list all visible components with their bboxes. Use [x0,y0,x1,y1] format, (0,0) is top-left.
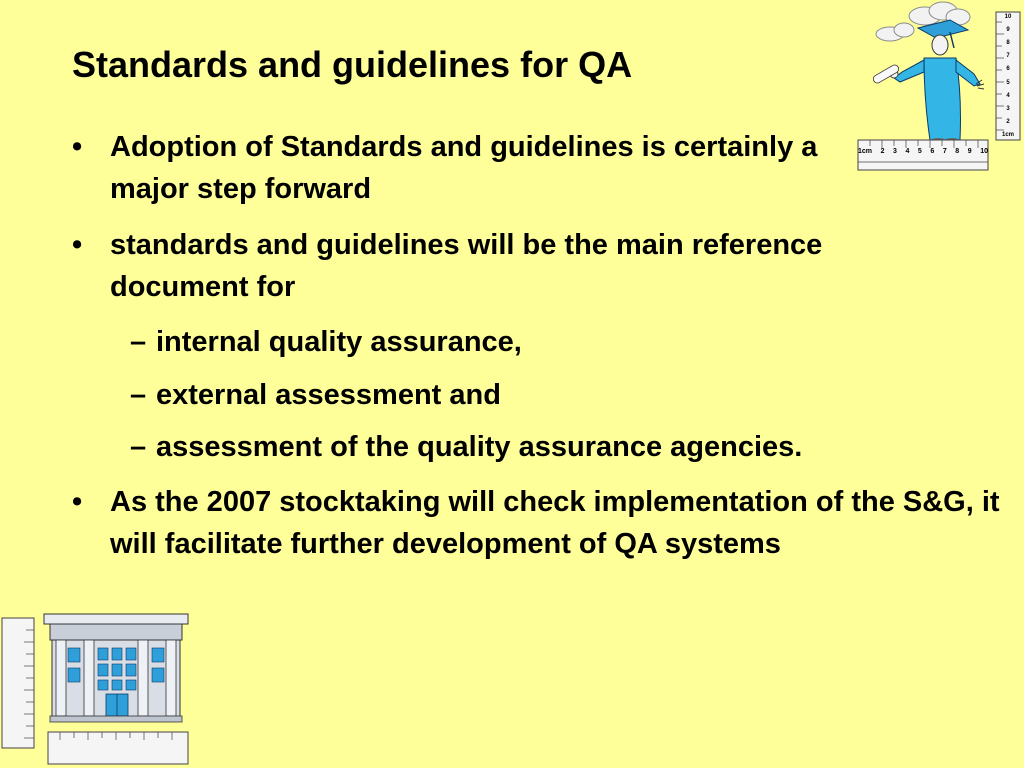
ruler-label: 7 [942,148,947,155]
sub-bullet-text: internal quality assurance, [156,326,522,358]
sub-bullet-item [130,426,996,468]
building-clipart [0,610,192,768]
top-ruler-scale [858,148,988,155]
ruler-label: 4 [905,148,910,155]
bullet-item [72,481,1010,565]
ruler-label: 1cm [1001,131,1014,138]
sub-bullet-text: assessment of the quality assurance agencies. [156,431,803,463]
bullet-item [72,224,855,308]
ruler-label: 10 [1004,14,1012,20]
bullet-text: standards and guidelines will be the main reference document for [110,229,823,303]
bullet-marker: • [72,486,83,518]
ruler-label: 4 [1006,92,1010,99]
vertical-ruler [2,618,34,748]
slide-title: Standards and guidelines for QA [72,44,633,85]
sub-bullet-text: external assessment and [156,379,501,411]
sub-bullet-item [130,374,976,416]
ruler-label: 2 [1006,118,1010,125]
ruler-label: 3 [1006,105,1010,112]
ruler-label: 5 [1006,79,1010,86]
side-ruler-scale [1000,14,1016,138]
ruler-label: 9 [1006,27,1010,34]
ruler-label: 2 [880,148,885,155]
bullet-marker: • [72,131,83,163]
ruler-label: 10 [980,148,988,155]
ruler-label: 8 [1006,40,1010,47]
sub-bullet-marker: – [130,431,147,463]
bullet-item [72,126,830,210]
bullet-marker: • [72,229,83,261]
ruler-label: 9 [967,148,972,155]
ruler-label: 6 [930,148,935,155]
horizontal-ruler [858,140,988,170]
ruler-label: 6 [1006,66,1010,73]
ruler-label: 8 [955,148,960,155]
bullet-text: As the 2007 stocktaking will check implementation of the S&G, it will facilitate further development of QA systems [110,486,1000,560]
sub-bullet-item [130,321,976,363]
ruler-label: 5 [917,148,922,155]
ruler-label: 7 [1006,53,1010,60]
sub-bullet-marker: – [130,326,147,358]
bullet-text: Adoption of Standards and guidelines is certainly a major step forward [110,131,818,205]
ruler-label: 1cm [858,148,873,155]
sub-bullet-marker: – [130,379,147,411]
ruler-label: 3 [893,148,897,155]
horizontal-ruler [48,732,188,764]
